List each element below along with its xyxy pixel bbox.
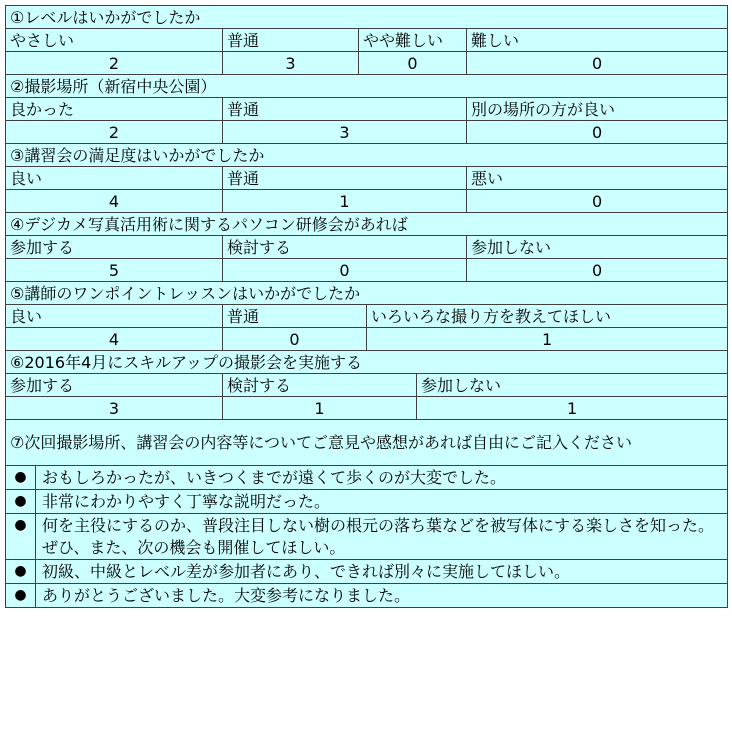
- q3-options-row: [6, 167, 728, 190]
- q2-options-row: [6, 98, 728, 121]
- q7-title-row: [6, 420, 728, 466]
- q7-comment: ありがとうございました。大変参考になりました。: [36, 584, 728, 608]
- q1-count: 2: [6, 52, 223, 75]
- q4-title: ④デジカメ写真活用術に関するパソコン研修会があれば: [6, 213, 728, 236]
- q4-option: 参加する: [6, 236, 223, 259]
- q2-count: 3: [223, 121, 467, 144]
- q2-title: ②撮影場所（新宿中央公園）: [6, 75, 728, 98]
- q3-count: 0: [467, 190, 728, 213]
- q6-option: 参加する: [6, 374, 223, 397]
- q2-title-row: [6, 75, 728, 98]
- q5-option: いろいろな撮り方を教えてほしい: [367, 305, 728, 328]
- q6-counts-row: [6, 397, 728, 420]
- q4-option: 参加しない: [467, 236, 728, 259]
- q3-title-row: [6, 144, 728, 167]
- q1-options-row: [6, 29, 728, 52]
- q4-title-row: [6, 213, 728, 236]
- q3-count: 4: [6, 190, 223, 213]
- q5-option: 普通: [223, 305, 367, 328]
- q1-option: やや難しい: [359, 29, 467, 52]
- q7-comment-row: [6, 466, 728, 490]
- q6-count: 1: [417, 397, 728, 420]
- q6-title: ⑥2016年4月にスキルアップの撮影会を実施する: [6, 351, 728, 374]
- q7-comment-row: [6, 584, 728, 608]
- q1-count: 0: [359, 52, 467, 75]
- q5-options-row: [6, 305, 728, 328]
- q5-option: 良い: [6, 305, 223, 328]
- q3-option: 良い: [6, 167, 223, 190]
- q2-count: 2: [6, 121, 223, 144]
- q6-count: 3: [6, 397, 223, 420]
- q7-comment-row: [6, 514, 728, 560]
- q4-option: 検討する: [223, 236, 467, 259]
- q1-counts-row: [6, 52, 728, 75]
- bullet-icon: ●: [6, 466, 36, 490]
- q4-counts-row: [6, 259, 728, 282]
- q1-title: ①レベルはいかがでしたか: [6, 6, 728, 29]
- q7-comment: 初級、中級とレベル差が参加者にあり、できれば別々に実施してほしい。: [36, 560, 728, 584]
- q7-comment: おもしろかったが、いきつくまでが遠くて歩くのが大変でした。: [36, 466, 728, 490]
- q3-title: ③講習会の満足度はいかがでしたか: [6, 144, 728, 167]
- q3-counts-row: [6, 190, 728, 213]
- q1-title-row: [6, 6, 728, 29]
- q7-comment-row: [6, 490, 728, 514]
- q2-counts-row: [6, 121, 728, 144]
- q6-count: 1: [223, 397, 417, 420]
- q5-count: 0: [223, 328, 367, 351]
- q4-count: 0: [467, 259, 728, 282]
- q2-option: 良かった: [6, 98, 223, 121]
- q6-option: 検討する: [223, 374, 417, 397]
- q1-option: 普通: [223, 29, 359, 52]
- q7-comment: 何を主役にするのか、普段注目しない樹の根元の落ち葉などを被写体にする楽しさを知った。ぜひ、また、次の機会も開催してほしい。: [36, 514, 728, 560]
- q4-options-row: [6, 236, 728, 259]
- q1-option: やさしい: [6, 29, 223, 52]
- survey-results-table: [5, 5, 728, 608]
- q5-count: 1: [367, 328, 728, 351]
- q2-option: 普通: [223, 98, 467, 121]
- q2-count: 0: [467, 121, 728, 144]
- q4-count: 0: [223, 259, 467, 282]
- q3-option: 悪い: [467, 167, 728, 190]
- q7-comment-row: [6, 560, 728, 584]
- bullet-icon: ●: [6, 584, 36, 608]
- q3-option: 普通: [223, 167, 467, 190]
- q6-options-row: [6, 374, 728, 397]
- bullet-icon: ●: [6, 560, 36, 584]
- q1-count: 0: [467, 52, 728, 75]
- q4-count: 5: [6, 259, 223, 282]
- q7-title: ⑦次回撮影場所、講習会の内容等についてご意見や感想があれば自由にご記入ください: [6, 420, 728, 466]
- q5-title: ⑤講師のワンポイントレッスンはいかがでしたか: [6, 282, 728, 305]
- q5-counts-row: [6, 328, 728, 351]
- q3-count: 1: [223, 190, 467, 213]
- q5-count: 4: [6, 328, 223, 351]
- q5-title-row: [6, 282, 728, 305]
- bullet-icon: ●: [6, 514, 36, 560]
- q7-comment: 非常にわかりやすく丁寧な説明だった。: [36, 490, 728, 514]
- bullet-icon: ●: [6, 490, 36, 514]
- q6-option: 参加しない: [417, 374, 728, 397]
- q2-option: 別の場所の方が良い: [467, 98, 728, 121]
- q1-option: 難しい: [467, 29, 728, 52]
- q6-title-row: [6, 351, 728, 374]
- q1-count: 3: [223, 52, 359, 75]
